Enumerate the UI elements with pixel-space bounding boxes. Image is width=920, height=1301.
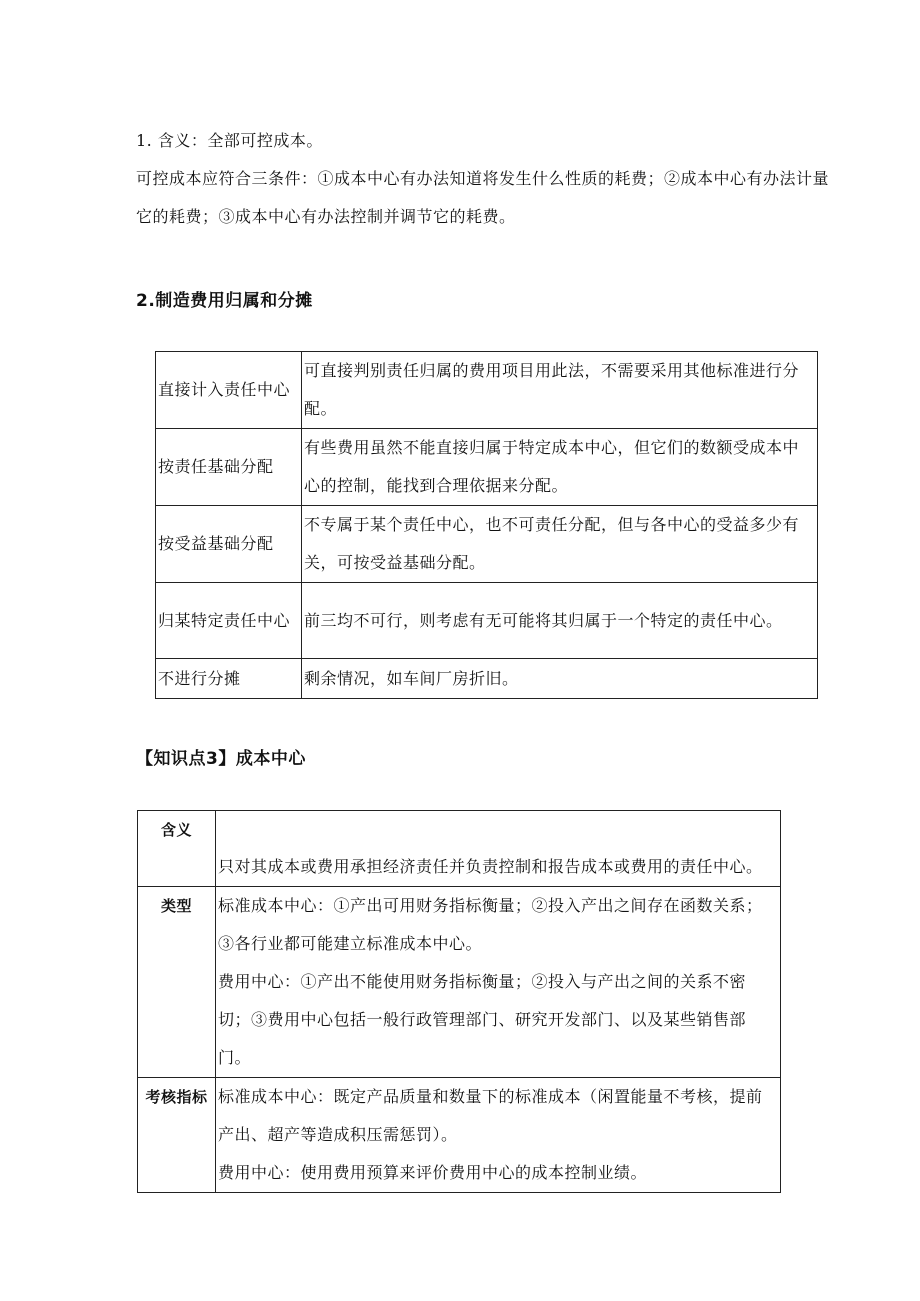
content-cell: 只对其成本或费用承担经济责任并负责控制和报告成本或费用的责任中心。 [216,811,781,887]
expense-center-metric: 费用中心：使用费用预算来评价费用中心的成本控制业绩。 [218,1163,648,1182]
desc-cell: 剩余情况，如车间厂房折旧。 [302,659,818,699]
method-cell: 直接计入责任中心 [156,352,302,429]
desc-cell: 不专属于某个责任中心，也不可责任分配，但与各中心的受益多少有关，可按受益基础分配。 [302,506,818,583]
allocation-table [155,351,818,699]
table-row [138,887,781,1078]
expense-center-types: 费用中心：①产出不能使用财务指标衡量；②投入与产出之间的关系不密切；③费用中心包括一般行政管理部门、研究开发部门、以及某些销售部门。 [218,972,747,1067]
section-heading-allocation: 2.制造费用归属和分摊 [136,291,313,311]
section-heading-cost-center: 【知识点3】成本中心 [136,749,306,769]
definition-line: 1. 含义：全部可控成本。 [136,131,323,150]
table-row [138,811,781,887]
desc-cell: 可直接判别责任归属的费用项目用此法，不需要采用其他标准进行分配。 [302,352,818,429]
method-cell: 归某特定责任中心 [156,583,302,659]
method-cell: 按受益基础分配 [156,506,302,583]
cost-center-table [137,810,781,1193]
row-label-metrics: 考核指标 [138,1078,216,1193]
content-cell [216,887,781,1078]
method-cell: 不进行分摊 [156,659,302,699]
desc-cell: 有些费用虽然不能直接归属于特定成本中心，但它们的数额受成本中心的控制，能找到合理依据来分配。 [302,429,818,506]
standard-cost-center-metric: 标准成本中心：既定产品质量和数量下的标准成本（闲置能量不考核，提前产出、超产等造成积压需惩罚）。 [218,1087,763,1144]
content-cell [216,1078,781,1193]
table-row [156,429,818,506]
method-cell: 按责任基础分配 [156,429,302,506]
table-row [156,352,818,429]
conditions-paragraph: 可控成本应符合三条件：①成本中心有办法知道将发生什么性质的耗费；②成本中心有办法计量它的耗费；③成本中心有办法控制并调节它的耗费。 [136,169,830,226]
table-row [156,583,818,659]
table-row [138,1078,781,1193]
desc-cell: 前三均不可行，则考虑有无可能将其归属于一个特定的责任中心。 [302,583,818,659]
table-row [156,506,818,583]
row-label-definition: 含义 [138,811,216,887]
table-row [156,659,818,699]
row-label-types: 类型 [138,887,216,1078]
standard-cost-center-types: 标准成本中心：①产出可用财务指标衡量；②投入产出之间存在函数关系；③各行业都可能建立标准成本中心。 [218,896,763,953]
